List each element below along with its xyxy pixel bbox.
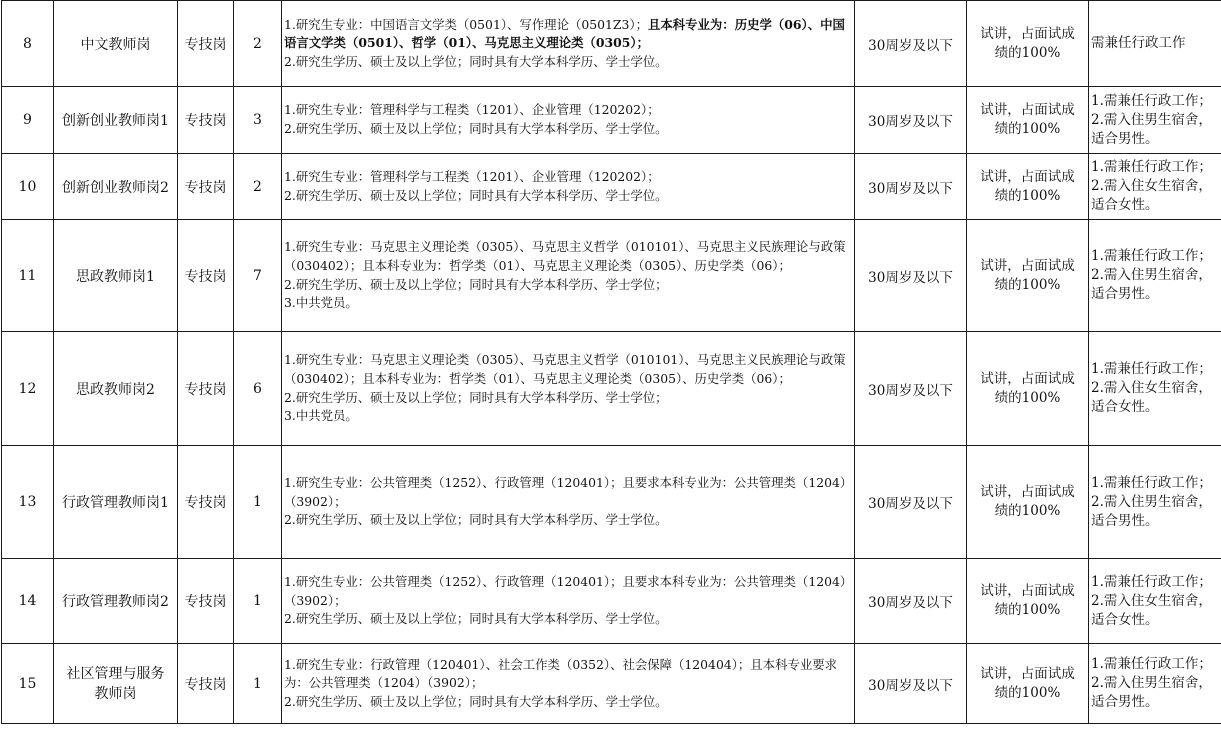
- requirement-line: [284, 511, 852, 530]
- requirement-line: [284, 294, 852, 313]
- exam-method-cell: 试讲，占面试成绩的100%: [967, 332, 1089, 446]
- headcount-cell: 1: [234, 446, 282, 559]
- post-name-cell: 思政教师岗1: [54, 220, 178, 332]
- requirements-cell: [282, 644, 855, 724]
- requirement-text: 1.研究生专业：公共管理类（1252）、行政管理（120401）；且要求本科专业为：公共管理类（1204）（3902）；: [284, 574, 847, 608]
- requirement-line: [284, 474, 852, 511]
- exam-method-cell: 试讲，占面试成绩的100%: [967, 87, 1089, 154]
- table-body: [2, 1, 1221, 724]
- table-row: [2, 1, 1221, 87]
- requirement-line: [284, 120, 852, 139]
- requirement-line: [284, 573, 852, 610]
- headcount-cell: 1: [234, 559, 282, 644]
- requirement-text: 2.研究生学历、硕士及以上学位；同时具有大学本科学历、学士学位；: [284, 276, 668, 292]
- table-row: [2, 559, 1221, 644]
- remarks-cell: 需兼任行政工作: [1089, 1, 1221, 87]
- exam-method-cell: 试讲，占面试成绩的100%: [967, 644, 1089, 724]
- table-row: [2, 220, 1221, 332]
- post-name-cell: 创新创业教师岗2: [54, 154, 178, 220]
- post-name-cell: 行政管理教师岗2: [54, 559, 178, 644]
- age-limit-cell: 30周岁及以下: [855, 559, 967, 644]
- remarks-cell: 1.需兼任行政工作；2.需入住男生宿舍，适合男性。: [1089, 446, 1221, 559]
- requirement-text: 1.研究生专业：中国语言文学类（0501）、写作理论（0501Z3）；: [284, 16, 648, 32]
- requirement-text: 1.研究生专业：马克思主义理论类（0305）、马克思主义哲学（010101）、马克思主义民族理论与政策（030402）；且本科专业为：哲学类（01）、马克思主义理论类（0305）、历史学类（06）；: [284, 239, 846, 273]
- requirement-line: [284, 693, 852, 712]
- requirement-text: 1.研究生专业：管理科学与工程类（1201）、企业管理（120202）；: [284, 168, 660, 184]
- requirement-text: 2.研究生学历、硕士及以上学位；同时具有大学本科学历、学士学位。: [284, 611, 668, 627]
- age-limit-cell: 30周岁及以下: [855, 1, 967, 87]
- remarks-cell: 1.需兼任行政工作；2.需入住男生宿舍，适合男性。: [1089, 87, 1221, 154]
- remarks-cell: 1.需兼任行政工作；2.需入住女生宿舍，适合女性。: [1089, 332, 1221, 446]
- exam-method-cell: 试讲，占面试成绩的100%: [967, 559, 1089, 644]
- requirement-line: [284, 610, 852, 629]
- requirement-text: 1.研究生专业：行政管理（120401）、社会工作类（0352）、社会保障（120404）；且本科专业要求为：公共管理类（1204）（3902）；: [284, 656, 838, 691]
- requirement-text: 2.研究生学历、硕士及以上学位；同时具有大学本科学历、学士学位；: [284, 389, 668, 405]
- row-number-cell: 10: [2, 154, 54, 220]
- post-name-cell: 社区管理与服务教师岗: [54, 644, 178, 724]
- row-number-cell: 15: [2, 644, 54, 724]
- requirement-text: 1.研究生专业：管理科学与工程类（1201）、企业管理（120202）；: [284, 102, 660, 118]
- remarks-cell: 1.需兼任行政工作；2.需入住男生宿舍，适合男性。: [1089, 644, 1221, 724]
- exam-method-cell: 试讲，占面试成绩的100%: [967, 1, 1089, 87]
- exam-method-cell: 试讲，占面试成绩的100%: [967, 446, 1089, 559]
- row-number-cell: 14: [2, 559, 54, 644]
- post-type-cell: 专技岗: [178, 220, 234, 332]
- requirement-line: [284, 351, 852, 388]
- requirements-cell: [282, 559, 855, 644]
- requirement-text: 3.中共党员。: [284, 295, 358, 311]
- requirement-line: [284, 53, 852, 72]
- requirements-cell: [282, 154, 855, 220]
- requirement-line: [284, 238, 852, 275]
- requirement-text: 2.研究生学历、硕士及以上学位；同时具有大学本科学历、学士学位。: [284, 121, 668, 136]
- requirement-line: [284, 101, 852, 120]
- row-number-cell: 13: [2, 446, 54, 559]
- requirement-line: [284, 656, 852, 693]
- headcount-cell: 2: [234, 1, 282, 87]
- remarks-cell: 1.需兼任行政工作；2.需入住男生宿舍，适合男性。: [1089, 220, 1221, 332]
- post-name-cell: 思政教师岗2: [54, 332, 178, 446]
- requirements-cell: [282, 220, 855, 332]
- age-limit-cell: 30周岁及以下: [855, 446, 967, 559]
- post-name-cell: 创新创业教师岗1: [54, 87, 178, 154]
- table-row: [2, 644, 1221, 724]
- requirement-text: 1.研究生专业：马克思主义理论类（0305）、马克思主义哲学（010101）、马克思主义民族理论与政策（030402）；且本科专业为：哲学类（01）、马克思主义理论类（0305）、历史学类（06）；: [284, 352, 846, 386]
- requirement-line: [284, 276, 852, 295]
- headcount-cell: 2: [234, 154, 282, 220]
- post-type-cell: 专技岗: [178, 559, 234, 644]
- requirement-line: [284, 389, 852, 408]
- post-type-cell: 专技岗: [178, 644, 234, 724]
- table-row: [2, 154, 1221, 220]
- requirement-line: [284, 187, 852, 206]
- age-limit-cell: 30周岁及以下: [855, 87, 967, 154]
- age-limit-cell: 30周岁及以下: [855, 644, 967, 724]
- age-limit-cell: 30周岁及以下: [855, 154, 967, 220]
- requirement-text: 2.研究生学历、硕士及以上学位；同时具有大学本科学历、学士学位。: [284, 187, 668, 203]
- post-name-cell: 行政管理教师岗1: [54, 446, 178, 559]
- headcount-cell: 7: [234, 220, 282, 332]
- headcount-cell: 6: [234, 332, 282, 446]
- table-row: [2, 332, 1221, 446]
- requirements-cell: [282, 1, 855, 87]
- row-number-cell: 8: [2, 1, 54, 87]
- post-name-cell: 中文教师岗: [54, 1, 178, 87]
- requirement-text: 2.研究生学历、硕士及以上学位；同时具有大学本科学历、学士学位。: [284, 53, 668, 69]
- requirement-text: 3.中共党员。: [284, 408, 358, 424]
- age-limit-cell: 30周岁及以下: [855, 332, 967, 446]
- requirement-line: [284, 407, 852, 426]
- headcount-cell: 1: [234, 644, 282, 724]
- requirements-cell: [282, 87, 855, 154]
- post-type-cell: 专技岗: [178, 154, 234, 220]
- row-number-cell: 11: [2, 220, 54, 332]
- requirement-line: [284, 168, 852, 187]
- requirement-text-bold: 且本科专业为：历史学（06）、中国语言文学类（0501）、哲学（01）、马克思主义理论类（0305）；: [284, 16, 845, 51]
- remarks-cell: 1.需兼任行政工作；2.需入住女生宿舍，适合女性。: [1089, 154, 1221, 220]
- post-type-cell: 专技岗: [178, 332, 234, 446]
- requirements-cell: [282, 332, 855, 446]
- row-number-cell: 12: [2, 332, 54, 446]
- exam-method-cell: 试讲，占面试成绩的100%: [967, 154, 1089, 220]
- age-limit-cell: 30周岁及以下: [855, 220, 967, 332]
- table-row: [2, 87, 1221, 154]
- exam-method-cell: 试讲，占面试成绩的100%: [967, 220, 1089, 332]
- post-type-cell: 专技岗: [178, 446, 234, 559]
- post-type-cell: 专技岗: [178, 1, 234, 87]
- requirement-text: 2.研究生学历、硕士及以上学位；同时具有大学本科学历、学士学位。: [284, 693, 668, 709]
- requirements-cell: [282, 446, 855, 559]
- headcount-cell: 3: [234, 87, 282, 154]
- requirement-line: [284, 16, 852, 53]
- table-row: [2, 446, 1221, 559]
- post-type-cell: 专技岗: [178, 87, 234, 154]
- row-number-cell: 9: [2, 87, 54, 154]
- remarks-cell: 1.需兼任行政工作；2.需入住女生宿舍，适合女性。: [1089, 559, 1221, 644]
- requirement-text: 1.研究生专业：公共管理类（1252）、行政管理（120401）；且要求本科专业为：公共管理类（1204）（3902）；: [284, 475, 847, 509]
- job-positions-table: [1, 0, 1221, 724]
- requirement-text: 2.研究生学历、硕士及以上学位；同时具有大学本科学历、学士学位。: [284, 512, 668, 528]
